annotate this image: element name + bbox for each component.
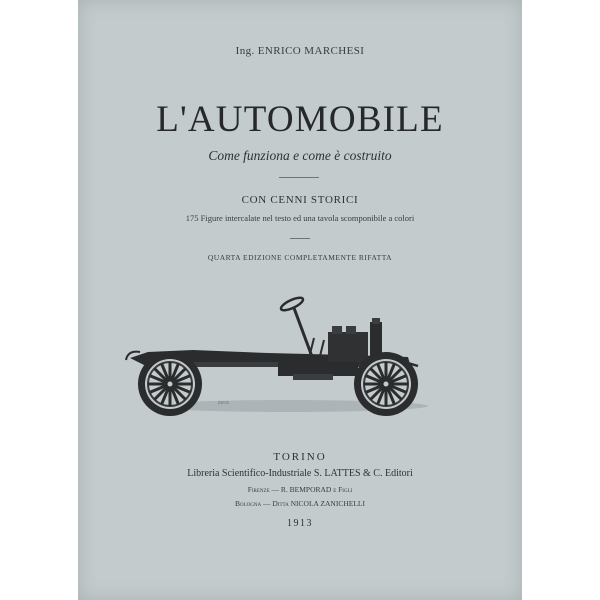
author: Ing. ENRICO MARCHESI [235,45,365,57]
divider-rule [279,177,319,178]
car-chassis-illustration [118,280,428,425]
publisher-bologna: Bologna — Ditta NICOLA ZANICHELLI [235,499,365,508]
book-title: L'AUTOMOBILE [156,99,444,140]
historical-notes-line: CON CENNI STORICI [241,194,359,206]
divider-rule-small [290,238,310,239]
publication-year: 1913 [287,518,313,529]
subtitle: Come funziona e come è costruito [208,148,392,163]
publisher-city: TORINO [273,451,327,463]
engraver-signature: ZULN. [218,400,230,405]
figures-line: 175 Figure intercalate nel testo ed una tavola scomponibile a colori [185,213,415,223]
publisher-firenze: Firenze — R. BEMPORAD e Figli [247,485,353,494]
publisher-name: Libreria Scientifico-Industriale S. LATTES & C. Editori [187,468,413,479]
title-page [78,0,522,600]
edition-line: QUARTA EDIZIONE COMPLETAMENTE RIFATTA [207,253,393,262]
